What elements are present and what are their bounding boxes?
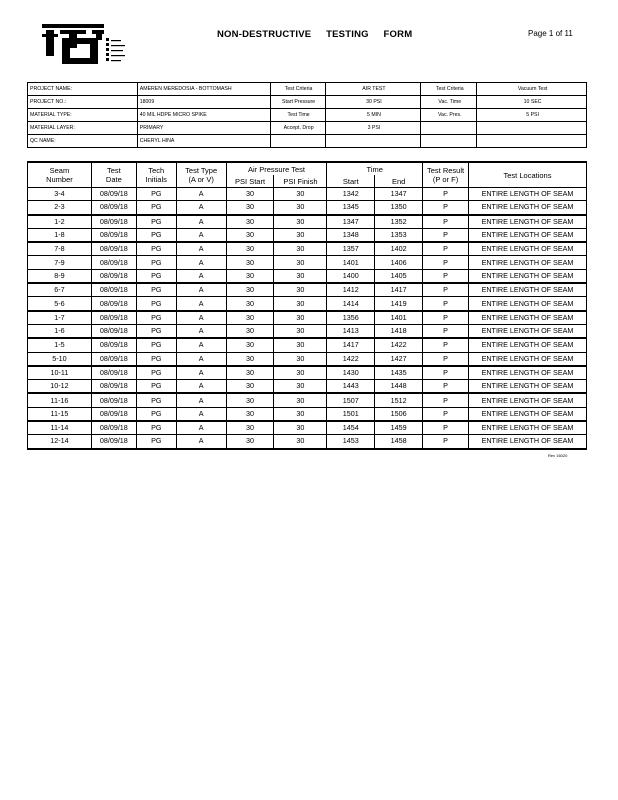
seam-number-cell: 1-8 (28, 228, 92, 242)
psi-start-cell: 30 (226, 228, 274, 242)
psi-finish-cell: 30 (274, 242, 327, 256)
table-row (28, 215, 587, 229)
header-time-end: End (375, 175, 423, 188)
test-date-cell: 08/09/18 (91, 324, 136, 338)
tech-initials-cell: PG (136, 256, 176, 269)
test-type-cell: A (176, 366, 226, 380)
time-end-cell: 1418 (375, 324, 423, 338)
criteria-label: Start Pressure (270, 96, 325, 109)
psi-start-cell: 30 (226, 421, 274, 435)
header-test-type: Test Type (A or V) (176, 162, 226, 188)
table-row (28, 283, 587, 297)
table-row (28, 435, 587, 449)
test-result-cell: P (423, 324, 469, 338)
psi-start-cell: 30 (226, 435, 274, 449)
test-date-cell: 08/09/18 (91, 215, 136, 229)
test-result-cell: P (423, 201, 469, 215)
seam-number-cell: 5-10 (28, 352, 92, 366)
tech-initials-cell: PG (136, 311, 176, 325)
test-type-cell: A (176, 393, 226, 407)
criteria-label (421, 135, 477, 148)
psi-finish-cell: 30 (274, 228, 327, 242)
test-date-cell: 08/09/18 (91, 407, 136, 421)
info-value: 18009 (137, 96, 270, 109)
table-row (28, 269, 587, 283)
test-result-cell: P (423, 407, 469, 421)
time-start-cell: 1413 (327, 324, 375, 338)
seam-number-cell: 1-2 (28, 215, 92, 229)
test-date-cell: 08/09/18 (91, 297, 136, 311)
seam-test-table (27, 161, 587, 450)
test-location-cell: ENTIRE LENGTH OF SEAM (469, 188, 587, 201)
table-row (28, 338, 587, 352)
info-row (28, 96, 587, 109)
criteria-value: 10 SEC (477, 96, 587, 109)
psi-finish-cell: 30 (274, 201, 327, 215)
time-end-cell: 1401 (375, 311, 423, 325)
seam-number-cell: 11-16 (28, 393, 92, 407)
test-date-cell: 08/09/18 (91, 228, 136, 242)
header-psi-start: PSI Start (226, 175, 274, 188)
criteria-value: 30 PSI (325, 96, 421, 109)
time-end-cell: 1402 (375, 242, 423, 256)
info-row (28, 135, 587, 148)
test-location-cell: ENTIRE LENGTH OF SEAM (469, 297, 587, 311)
seam-number-cell: 1-5 (28, 338, 92, 352)
time-start-cell: 1414 (327, 297, 375, 311)
psi-start-cell: 30 (226, 242, 274, 256)
seam-number-cell: 10-12 (28, 380, 92, 394)
psi-finish-cell: 30 (274, 311, 327, 325)
seam-number-cell: 8-9 (28, 269, 92, 283)
criteria-value (477, 122, 587, 135)
criteria-value (477, 135, 587, 148)
table-row (28, 242, 587, 256)
psi-start-cell: 30 (226, 188, 274, 201)
tech-initials-cell: PG (136, 366, 176, 380)
tech-initials-cell: PG (136, 201, 176, 215)
seam-number-cell: 3-4 (28, 188, 92, 201)
info-label: PROJECT NAME: (28, 83, 138, 96)
header-air-pressure: Air Pressure Test (226, 162, 327, 175)
tech-initials-cell: PG (136, 283, 176, 297)
test-type-cell: A (176, 407, 226, 421)
psi-start-cell: 30 (226, 324, 274, 338)
time-end-cell: 1512 (375, 393, 423, 407)
test-result-cell: P (423, 242, 469, 256)
tech-initials-cell: PG (136, 215, 176, 229)
time-end-cell: 1459 (375, 421, 423, 435)
time-start-cell: 1347 (327, 215, 375, 229)
header-time: Time (327, 162, 423, 175)
seam-number-cell: 5-6 (28, 297, 92, 311)
test-date-cell: 08/09/18 (91, 393, 136, 407)
seam-number-cell: 7-9 (28, 256, 92, 269)
header-tech-initials: Tech Initials (136, 162, 176, 188)
time-end-cell: 1353 (375, 228, 423, 242)
test-result-cell: P (423, 188, 469, 201)
test-date-cell: 08/09/18 (91, 242, 136, 256)
time-start-cell: 1422 (327, 352, 375, 366)
table-row (28, 393, 587, 407)
time-end-cell: 1506 (375, 407, 423, 421)
test-location-cell: ENTIRE LENGTH OF SEAM (469, 215, 587, 229)
info-label: PROJECT NO.: (28, 96, 138, 109)
test-location-cell: ENTIRE LENGTH OF SEAM (469, 283, 587, 297)
test-date-cell: 08/09/18 (91, 435, 136, 449)
time-start-cell: 1412 (327, 283, 375, 297)
psi-start-cell: 30 (226, 407, 274, 421)
header-test-date: Test Date (91, 162, 136, 188)
test-type-cell: A (176, 311, 226, 325)
table-row (28, 352, 587, 366)
test-type-cell: A (176, 352, 226, 366)
time-end-cell: 1427 (375, 352, 423, 366)
test-result-cell: P (423, 256, 469, 269)
test-result-cell: P (423, 380, 469, 394)
time-end-cell: 1435 (375, 366, 423, 380)
info-label: QC NAME: (28, 135, 138, 148)
psi-finish-cell: 30 (274, 324, 327, 338)
test-date-cell: 08/09/18 (91, 269, 136, 283)
test-date-cell: 08/09/18 (91, 311, 136, 325)
table-row (28, 407, 587, 421)
test-result-cell: P (423, 297, 469, 311)
form-title: NON-DESTRUCTIVE TESTING FORM (217, 29, 413, 40)
test-date-cell: 08/09/18 (91, 366, 136, 380)
criteria-label (270, 135, 325, 148)
criteria-value: 3 PSI (325, 122, 421, 135)
psi-finish-cell: 30 (274, 421, 327, 435)
test-location-cell: ENTIRE LENGTH OF SEAM (469, 269, 587, 283)
test-result-cell: P (423, 421, 469, 435)
psi-start-cell: 30 (226, 256, 274, 269)
test-date-cell: 08/09/18 (91, 421, 136, 435)
time-end-cell: 1422 (375, 338, 423, 352)
header-time-start: Start (327, 175, 375, 188)
time-end-cell: 1350 (375, 201, 423, 215)
criteria-label: Test Criteria (421, 83, 477, 96)
test-date-cell: 08/09/18 (91, 256, 136, 269)
test-result-cell: P (423, 352, 469, 366)
time-start-cell: 1356 (327, 311, 375, 325)
seam-number-cell: 1-7 (28, 311, 92, 325)
info-row (28, 109, 587, 122)
page-number: Page 1 of 11 (528, 29, 573, 38)
tech-initials-cell: PG (136, 393, 176, 407)
criteria-label: Accept. Drop (270, 122, 325, 135)
psi-start-cell: 30 (226, 352, 274, 366)
table-row (28, 297, 587, 311)
header-test-locations: Test Locations (469, 162, 587, 188)
header-seam-number: Seam Number (28, 162, 92, 188)
psi-start-cell: 30 (226, 269, 274, 283)
criteria-value: 5 MIN (325, 109, 421, 122)
psi-start-cell: 30 (226, 380, 274, 394)
test-date-cell: 08/09/18 (91, 188, 136, 201)
psi-start-cell: 30 (226, 393, 274, 407)
revision-label: Rev 16020 (548, 453, 568, 458)
criteria-value: 5 PSI (477, 109, 587, 122)
psi-start-cell: 30 (226, 215, 274, 229)
time-start-cell: 1454 (327, 421, 375, 435)
table-row (28, 380, 587, 394)
info-value: AMEREN MEREDOSIA - BOTTOMASH (137, 83, 270, 96)
criteria-label: Test Criteria (270, 83, 325, 96)
test-type-cell: A (176, 380, 226, 394)
test-type-cell: A (176, 269, 226, 283)
time-start-cell: 1443 (327, 380, 375, 394)
table-row (28, 201, 587, 215)
time-start-cell: 1501 (327, 407, 375, 421)
time-start-cell: 1348 (327, 228, 375, 242)
test-location-cell: ENTIRE LENGTH OF SEAM (469, 393, 587, 407)
test-location-cell: ENTIRE LENGTH OF SEAM (469, 421, 587, 435)
psi-finish-cell: 30 (274, 188, 327, 201)
test-type-cell: A (176, 324, 226, 338)
test-location-cell: ENTIRE LENGTH OF SEAM (469, 338, 587, 352)
info-value: CHERYL HINA (137, 135, 270, 148)
time-start-cell: 1345 (327, 201, 375, 215)
info-label: MATERIAL LAYER: (28, 122, 138, 135)
header-test-result: Test Result (P or F) (423, 162, 469, 188)
test-type-cell: A (176, 228, 226, 242)
criteria-label: Vac. Pres. (421, 109, 477, 122)
tech-initials-cell: PG (136, 242, 176, 256)
test-location-cell: ENTIRE LENGTH OF SEAM (469, 324, 587, 338)
seam-number-cell: 1-6 (28, 324, 92, 338)
tech-initials-cell: PG (136, 380, 176, 394)
test-type-cell: A (176, 283, 226, 297)
test-result-cell: P (423, 435, 469, 449)
table-row (28, 421, 587, 435)
criteria-value: AIR TEST (325, 83, 421, 96)
time-end-cell: 1405 (375, 269, 423, 283)
test-type-cell: A (176, 338, 226, 352)
seam-number-cell: 6-7 (28, 283, 92, 297)
seam-number-cell: 11-15 (28, 407, 92, 421)
time-start-cell: 1401 (327, 256, 375, 269)
tech-initials-cell: PG (136, 435, 176, 449)
psi-start-cell: 30 (226, 366, 274, 380)
psi-finish-cell: 30 (274, 407, 327, 421)
seam-number-cell: 10-11 (28, 366, 92, 380)
time-end-cell: 1347 (375, 188, 423, 201)
tech-initials-cell: PG (136, 421, 176, 435)
psi-start-cell: 30 (226, 201, 274, 215)
info-value: PRIMARY (137, 122, 270, 135)
test-location-cell: ENTIRE LENGTH OF SEAM (469, 352, 587, 366)
time-end-cell: 1448 (375, 380, 423, 394)
test-type-cell: A (176, 435, 226, 449)
table-row (28, 366, 587, 380)
psi-finish-cell: 30 (274, 435, 327, 449)
criteria-value: Vacuum Test (477, 83, 587, 96)
time-start-cell: 1400 (327, 269, 375, 283)
test-result-cell: P (423, 393, 469, 407)
time-end-cell: 1458 (375, 435, 423, 449)
test-result-cell: P (423, 215, 469, 229)
info-value: 40 MIL HDPE MICRO SPIKE (137, 109, 270, 122)
psi-finish-cell: 30 (274, 393, 327, 407)
time-start-cell: 1342 (327, 188, 375, 201)
criteria-label (421, 122, 477, 135)
tech-initials-cell: PG (136, 269, 176, 283)
time-start-cell: 1430 (327, 366, 375, 380)
time-end-cell: 1406 (375, 256, 423, 269)
tech-initials-cell: PG (136, 352, 176, 366)
time-end-cell: 1419 (375, 297, 423, 311)
table-row (28, 256, 587, 269)
psi-start-cell: 30 (226, 297, 274, 311)
test-location-cell: ENTIRE LENGTH OF SEAM (469, 407, 587, 421)
test-type-cell: A (176, 242, 226, 256)
time-start-cell: 1417 (327, 338, 375, 352)
project-info-table (27, 82, 587, 148)
table-row (28, 188, 587, 201)
tech-initials-cell: PG (136, 228, 176, 242)
time-end-cell: 1417 (375, 283, 423, 297)
test-type-cell: A (176, 256, 226, 269)
test-location-cell: ENTIRE LENGTH OF SEAM (469, 201, 587, 215)
time-start-cell: 1507 (327, 393, 375, 407)
table-row (28, 324, 587, 338)
test-type-cell: A (176, 421, 226, 435)
psi-start-cell: 30 (226, 283, 274, 297)
psi-finish-cell: 30 (274, 256, 327, 269)
info-row (28, 122, 587, 135)
company-logo (42, 24, 132, 66)
tech-initials-cell: PG (136, 407, 176, 421)
psi-finish-cell: 30 (274, 352, 327, 366)
psi-finish-cell: 30 (274, 269, 327, 283)
time-start-cell: 1357 (327, 242, 375, 256)
info-row (28, 83, 587, 96)
table-row (28, 228, 587, 242)
test-location-cell: ENTIRE LENGTH OF SEAM (469, 435, 587, 449)
test-result-cell: P (423, 269, 469, 283)
psi-finish-cell: 30 (274, 283, 327, 297)
test-date-cell: 08/09/18 (91, 338, 136, 352)
tech-initials-cell: PG (136, 188, 176, 201)
test-result-cell: P (423, 366, 469, 380)
table-row (28, 311, 587, 325)
tech-initials-cell: PG (136, 324, 176, 338)
test-location-cell: ENTIRE LENGTH OF SEAM (469, 228, 587, 242)
seam-number-cell: 2-3 (28, 201, 92, 215)
test-date-cell: 08/09/18 (91, 352, 136, 366)
test-date-cell: 08/09/18 (91, 380, 136, 394)
test-location-cell: ENTIRE LENGTH OF SEAM (469, 311, 587, 325)
test-date-cell: 08/09/18 (91, 201, 136, 215)
time-end-cell: 1352 (375, 215, 423, 229)
test-type-cell: A (176, 201, 226, 215)
psi-finish-cell: 30 (274, 297, 327, 311)
psi-start-cell: 30 (226, 311, 274, 325)
test-result-cell: P (423, 338, 469, 352)
tech-initials-cell: PG (136, 297, 176, 311)
test-result-cell: P (423, 228, 469, 242)
test-location-cell: ENTIRE LENGTH OF SEAM (469, 256, 587, 269)
test-result-cell: P (423, 311, 469, 325)
tech-initials-cell: PG (136, 338, 176, 352)
info-label: MATERIAL TYPE: (28, 109, 138, 122)
test-date-cell: 08/09/18 (91, 283, 136, 297)
test-location-cell: ENTIRE LENGTH OF SEAM (469, 242, 587, 256)
time-start-cell: 1453 (327, 435, 375, 449)
test-type-cell: A (176, 215, 226, 229)
psi-finish-cell: 30 (274, 338, 327, 352)
criteria-label: Test Time (270, 109, 325, 122)
test-type-cell: A (176, 297, 226, 311)
seam-number-cell: 12-14 (28, 435, 92, 449)
seam-number-cell: 11-14 (28, 421, 92, 435)
psi-finish-cell: 30 (274, 366, 327, 380)
test-location-cell: ENTIRE LENGTH OF SEAM (469, 366, 587, 380)
criteria-label: Vac. Time (421, 96, 477, 109)
test-location-cell: ENTIRE LENGTH OF SEAM (469, 380, 587, 394)
seam-number-cell: 7-8 (28, 242, 92, 256)
header-psi-finish: PSI Finish (274, 175, 327, 188)
psi-finish-cell: 30 (274, 215, 327, 229)
psi-finish-cell: 30 (274, 380, 327, 394)
test-result-cell: P (423, 283, 469, 297)
criteria-value (325, 135, 421, 148)
psi-start-cell: 30 (226, 338, 274, 352)
test-type-cell: A (176, 188, 226, 201)
